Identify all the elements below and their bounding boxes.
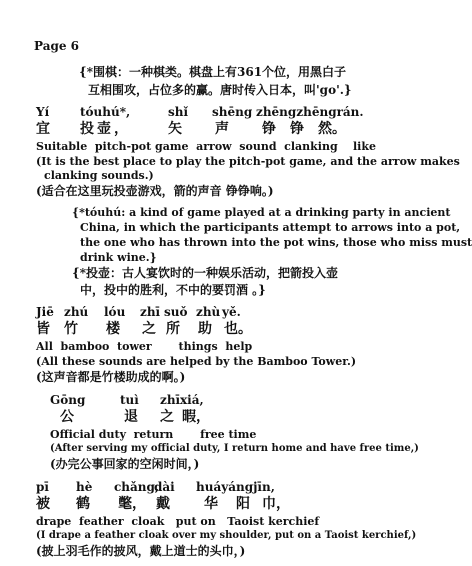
note-touhu-zh-line: 中，投中的胜利，不中的要罚酒 。} [80, 283, 266, 297]
hanzi-char: 阳 [236, 496, 250, 512]
hanzi-char: 暇， [182, 409, 210, 425]
pinyin-word: shǐ [168, 105, 189, 119]
hanzi-char: 竹 [64, 321, 78, 337]
pinyin-word: zhī [140, 305, 161, 319]
hanzi-char: 巾， [262, 496, 290, 512]
hanzi-char: 所 [166, 321, 180, 337]
hanzi-char: 公 [60, 409, 74, 425]
note-touhu-zh-line: {*投壶：古人宴饮时的一种娱乐活动，把箭投入壶 [72, 266, 338, 280]
hanzi-char: 之 [142, 321, 156, 337]
pinyin-word: pī [36, 480, 49, 494]
note-touhu-en-line: the one who has thrown into the pot wins, those who miss must [80, 236, 472, 249]
hanzi-char: 铮 [290, 121, 304, 137]
hanzi-char: 助 [198, 321, 212, 337]
hanzi-char: 铮 [262, 121, 276, 137]
pinyin-word: zhēngzhēngrán. [256, 105, 364, 119]
hanzi-char: 之 [160, 409, 174, 425]
hanzi-char: 鹤 [76, 496, 90, 512]
hanzi-char: 投壶， [80, 121, 131, 137]
note-touhu-en-line: China, in which the participants attempt to arrows into a pot, [80, 221, 461, 234]
hanzi-char: 戴 [156, 496, 170, 512]
pinyin-word: Yí [36, 105, 50, 119]
verse-4-modern-chinese: (披上羽毛作的披风，戴上道士的头巾，) [36, 544, 246, 558]
verse-1-translation-line-1: (It is the best place to play the pitch-pot game, and the arrow makes [36, 155, 460, 168]
verse-3-gloss: Official duty return free time [50, 428, 257, 441]
verse-2-gloss: All bamboo tower things help [36, 340, 253, 353]
note-weiqi-line-2: 互相围攻，占位多的赢。唐时传入日本，叫'go'.} [88, 83, 352, 97]
pinyin-word: yě. [222, 305, 241, 319]
verse-1-translation-line-2: clanking sounds.) [44, 169, 154, 182]
verse-3-modern-chinese: (办完公事回家的空闲时间，) [50, 457, 200, 471]
note-weiqi-line-1: {*围棋：一种棋类。棋盘上有361个位，用黑白子 [79, 65, 347, 79]
hanzi-char: 被 [36, 496, 50, 512]
note-touhu-en-line: drink wine.} [80, 251, 157, 264]
hanzi-char: 退 [124, 409, 138, 425]
verse-4-translation: (I drape a feather cloak over my shoulder, put on a Taoist kerchief,) [36, 530, 417, 541]
pinyin-word: xiá, [180, 393, 204, 407]
verse-1-modern-chinese: (适合在这里玩投壶游戏，箭的声音 铮铮响。) [36, 184, 274, 198]
pinyin-word: Jiē [36, 305, 54, 319]
page-label: Page 6 [34, 39, 80, 53]
pinyin-word: lóu [104, 305, 126, 319]
pinyin-word: hè [76, 480, 93, 494]
hanzi-char: 氅， [118, 496, 146, 512]
hanzi-char: 楼 [106, 321, 120, 337]
hanzi-char: 矢 [168, 121, 182, 137]
pinyin-word: shēng [212, 105, 253, 119]
pinyin-word: chǎng, [114, 480, 160, 494]
pinyin-word: tóuhú*, [80, 105, 131, 119]
hanzi-char: 然。 [318, 121, 346, 137]
pinyin-word: Gōng [50, 393, 86, 407]
pinyin-word: dài [154, 480, 175, 494]
pinyin-word: tuì [120, 393, 139, 407]
verse-1-gloss: Suitable pitch-pot game arrow sound clanking like [36, 140, 376, 153]
verse-2-translation: (All these sounds are helped by the Bamboo Tower.) [36, 355, 357, 368]
pinyin-word: zhù [196, 305, 221, 319]
pinyin-word: huáyángjīn, [196, 480, 275, 494]
pinyin-word: zhī [160, 393, 181, 407]
hanzi-char: 声 [215, 121, 229, 137]
hanzi-char: 也。 [224, 321, 252, 337]
verse-2-modern-chinese: (这声音都是竹楼助成的啊。) [36, 370, 186, 384]
verse-4-gloss: drape feather cloak put on Taoist kerchief [36, 515, 320, 528]
note-touhu-en-line: {*tóuhú: a kind of game played at a drinking party in ancient [72, 206, 451, 219]
pinyin-word: suǒ [164, 305, 188, 319]
hanzi-char: 皆 [36, 321, 50, 337]
verse-3-translation: (After serving my official duty, I return home and have free time,) [50, 443, 419, 454]
hanzi-char: 华 [204, 496, 218, 512]
hanzi-char: 宜 [36, 121, 50, 137]
pinyin-word: zhú [64, 305, 89, 319]
